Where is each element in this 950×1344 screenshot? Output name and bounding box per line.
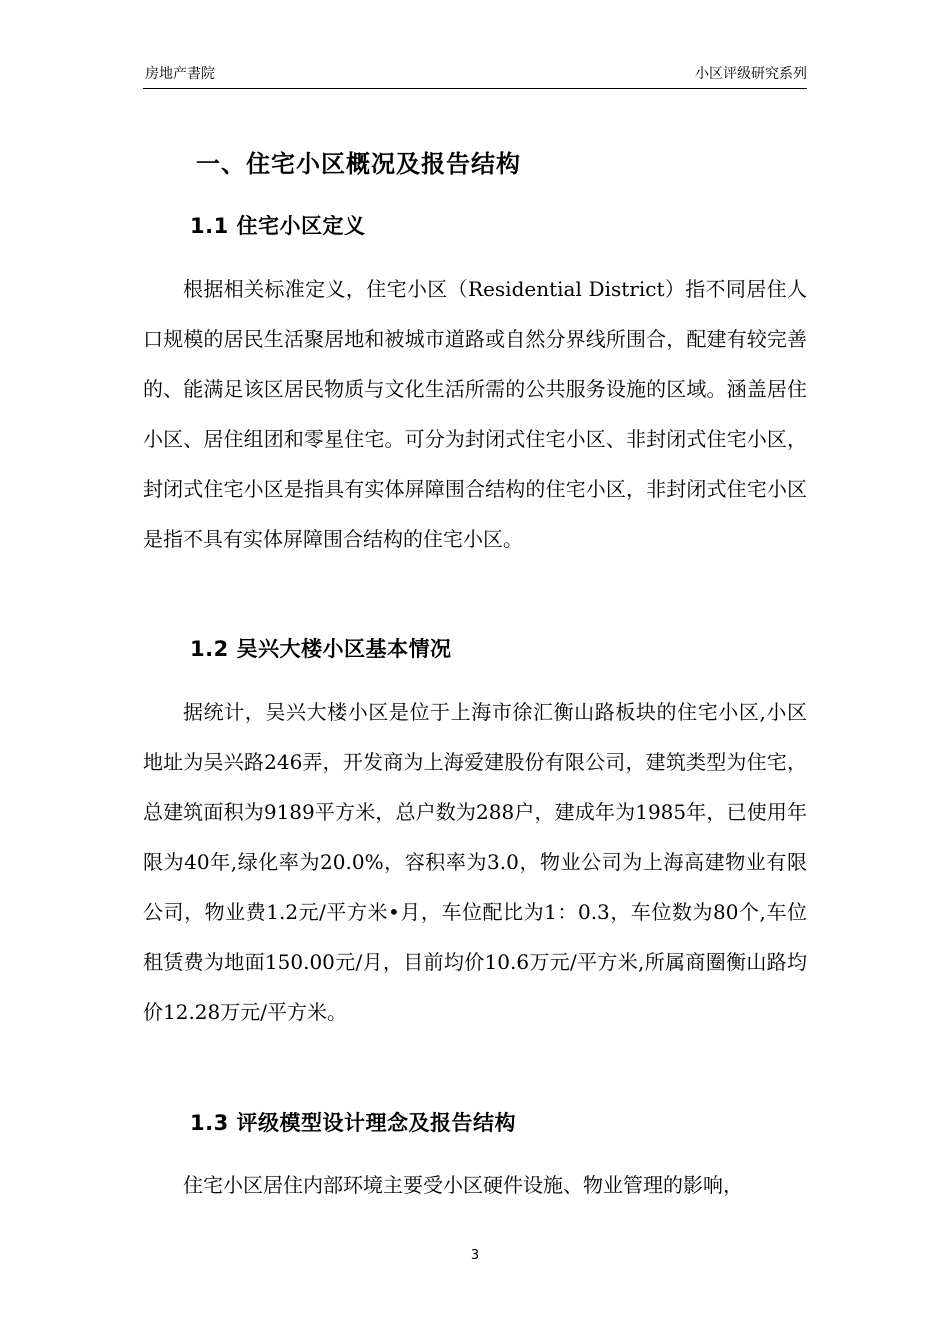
section-heading-1-3: 1.3 评级模型设计理念及报告结构 bbox=[190, 1111, 517, 1135]
section-heading-1-1: 1.1 住宅小区定义 bbox=[190, 214, 366, 238]
header-right: 小区评级研究系列 bbox=[695, 66, 807, 82]
section-paragraph-1-3: 住宅小区居住内部环境主要受小区硬件设施、物业管理的影响， bbox=[183, 1173, 743, 1197]
chapter-title: 一、住宅小区概况及报告结构 bbox=[196, 150, 521, 178]
page-number: 3 bbox=[470, 1248, 480, 1263]
section-heading-1-2: 1.2 吴兴大楼小区基本情况 bbox=[190, 637, 452, 661]
section-paragraph-1-1: 根据相关标准定义，住宅小区（Residential District）指不同居住人口规模的居民生活聚居地和被城市道路或自然分界线所围合，配建有较完善的、能满足该区居民物质与文化生活所需的公共服务设施的区域。涵盖居住小区、居住组团和零星住宅。可分为封闭式住宅小区、非封闭式住宅小区，封闭式住宅小区是指具有实体屏障围合结构的住宅小区，非封闭式住宅小区是指不具有实体屏障围合结构的住宅小区。 bbox=[143, 277, 807, 551]
header-rule bbox=[143, 88, 807, 89]
header-left: 房地产書院 bbox=[145, 66, 215, 82]
section-paragraph-1-2: 据统计，吴兴大楼小区是位于上海市徐汇衡山路板块的住宅小区,小区地址为吴兴路246弄，开发商为上海爱建股份有限公司，建筑类型为住宅，总建筑面积为9189平方米，总户数为288户，建成年为1985年，已使用年限为40年,绿化率为20.0%，容积率为3.0，物业公司为上海高建物业有限公司，物业费1.2元/平方米•月，车位配比为1：0.3，车位数为80个,车位租赁费为地面150.00元/月，目前均价10.6万元/平方米,所属商圈衡山路均价12.28万元/平方米。 bbox=[143, 700, 807, 1024]
